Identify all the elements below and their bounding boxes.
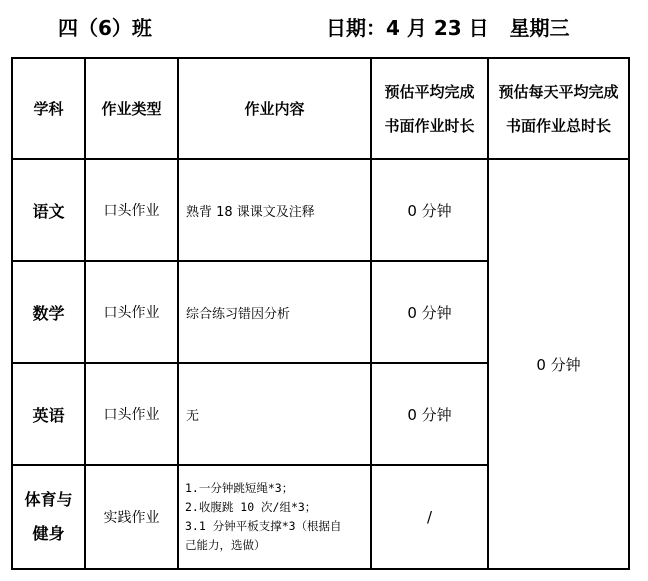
content-line: 1.一分钟跳短绳*3； (185, 481, 294, 495)
header-type: 作业类型 (85, 58, 178, 159)
header-duration (371, 58, 488, 159)
type-cell: 口头作业 (85, 159, 178, 261)
duration-cell: / (371, 465, 488, 569)
homework-table (11, 57, 630, 570)
content-cell (178, 465, 371, 569)
subject-line-1: 体育与 (24, 490, 73, 509)
total-duration-cell: 0 分钟 (488, 159, 629, 569)
type-cell: 实践作业 (85, 465, 178, 569)
table-header-row (12, 58, 629, 159)
content-cell: 熟背 18 课课文及注释 (178, 159, 371, 261)
page-header (0, 12, 648, 44)
subject-cell (12, 465, 85, 569)
duration-cell: 0 分钟 (371, 159, 488, 261)
header-total-duration (488, 58, 629, 159)
header-subject: 学科 (12, 58, 85, 159)
subject-cell: 英语 (12, 363, 85, 465)
header-content: 作业内容 (178, 58, 371, 159)
table-row (12, 159, 629, 261)
type-cell: 口头作业 (85, 261, 178, 363)
duration-cell: 0 分钟 (371, 261, 488, 363)
subject-cell: 数学 (12, 261, 85, 363)
header-duration-line-2: 书面作业时长 (384, 116, 475, 135)
type-cell: 口头作业 (85, 363, 178, 465)
duration-cell: 0 分钟 (371, 363, 488, 465)
subject-line-2: 健身 (32, 524, 65, 543)
content-line: 2.收腹跳 10 次/组*3； (185, 500, 317, 514)
date-label: 日期：4 月 23 日 星期三 (326, 16, 570, 40)
class-label: 四（6）班 (58, 16, 152, 40)
content-cell: 综合练习错因分析 (178, 261, 371, 363)
content-line: 己能力，选做） (185, 538, 266, 552)
content-cell: 无 (178, 363, 371, 465)
header-total-line-2: 书面作业总时长 (505, 116, 611, 135)
header-total-line-1: 预估每天平均完成 (498, 82, 619, 101)
content-line: 3.1 分钟平板支撑*3（根据自 (185, 519, 342, 533)
header-duration-line-1: 预估平均完成 (384, 82, 475, 101)
subject-cell: 语文 (12, 159, 85, 261)
